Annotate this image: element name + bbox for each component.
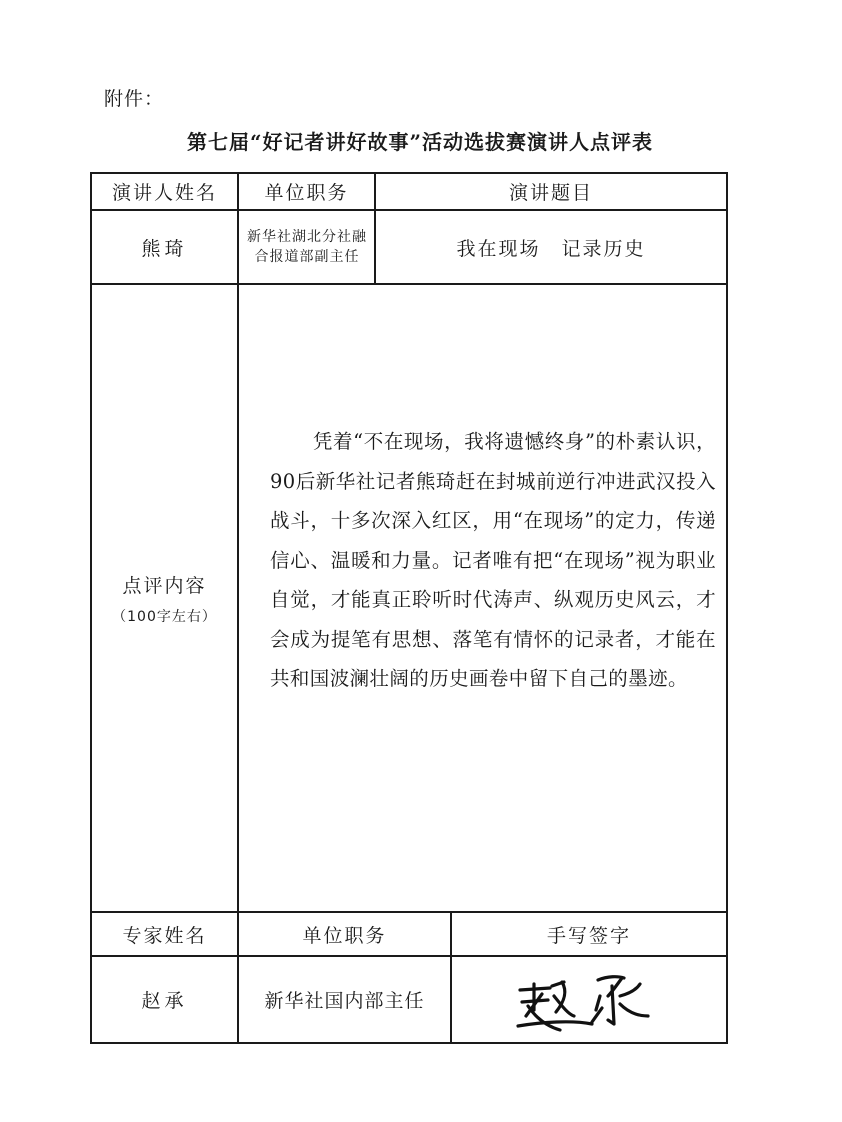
form-title: 第七届“好记者讲好故事”活动选拔赛演讲人点评表 xyxy=(186,130,653,154)
comment-label: 点评内容 xyxy=(122,574,207,597)
expert-name: 赵承 xyxy=(141,990,188,1012)
header-speaker-position: 单位职务 xyxy=(264,182,349,204)
speaker-name: 熊琦 xyxy=(141,237,188,260)
speaker-position: 新华社湖北分社融合报道部副主任 xyxy=(247,229,367,265)
expert-position: 新华社国内部主任 xyxy=(264,990,425,1012)
speech-topic: 我在现场 记录历史 xyxy=(456,237,646,260)
header-expert-position: 单位职务 xyxy=(302,924,387,947)
comment-text: 凭着“不在现场，我将遗憾终身”的朴素认识，90后新华社记者熊琦赶在封城前逆行冲进武汉投入战斗，十多次深入红区，用“在现场”的定力，传递信心、温暖和力量。记者唯有把“在现场”视为职业自觉，才能真正聆听时代涛声、纵观历史风云，才会成为提笔有思想、落笔有情怀的记录者，才能在共和国波澜壮阔的历史画卷中留下自己的墨迹。 xyxy=(270,430,716,690)
header-speech-topic: 演讲题目 xyxy=(508,182,593,204)
header-expert-name: 专家姓名 xyxy=(122,924,207,947)
header-speaker-name: 演讲人姓名 xyxy=(111,182,217,204)
attachment-label: 附件： xyxy=(104,88,165,110)
comment-length-note: （100字左右） xyxy=(112,608,217,625)
header-signature: 手写签字 xyxy=(546,924,631,947)
comment-label-cell xyxy=(92,285,237,911)
handwritten-signature xyxy=(512,966,662,1036)
